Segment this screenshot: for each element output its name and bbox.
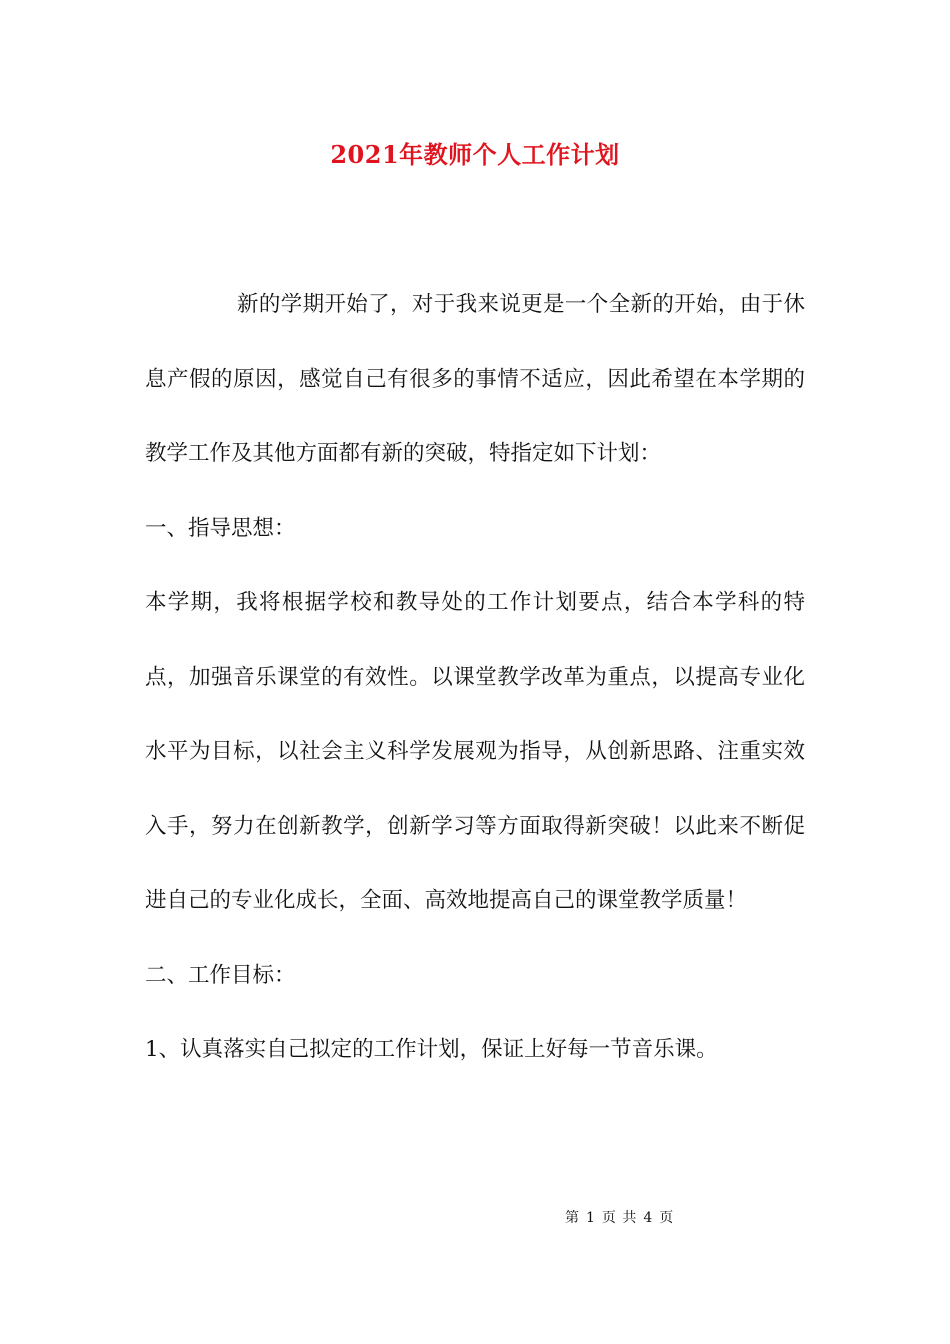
footer-label-page: 第: [565, 1210, 580, 1226]
section-heading-work-goals: 二、工作目标：: [145, 962, 296, 988]
work-goal-item-1: 1、认真落实自己拟定的工作计划，保证上好每一节音乐课。: [145, 1037, 718, 1062]
footer-current-page: 1: [586, 1210, 596, 1226]
footer-label-of: 页 共: [601, 1210, 638, 1226]
footer-label-end: 页: [659, 1210, 675, 1226]
document-body: [145, 268, 805, 1088]
guiding-thought-paragraph: 本学期，我将根据学校和教导处的工作计划要点，结合本学科的特点，加强音乐课堂的有效性。以课堂教学改革为重点，以提高专业化水平为目标，以社会主义科学发展观为指导，从创新思路、注重实效入手，努力在创新教学，创新学习等方面取得新突破！以此来不断促进自己的专业化成长，全面、高效地提高自己的课堂教学质量！: [145, 590, 805, 913]
page-footer: [565, 1208, 680, 1228]
document-title: 2021年教师个人工作计划: [330, 140, 620, 169]
footer-total-pages: 4: [643, 1210, 654, 1226]
intro-paragraph: 新的学期开始了，对于我来说更是一个全新的开始，由于休息产假的原因，感觉自己有很多的事情不适应，因此希望在本学期的教学工作及其他方面都有新的突破，特指定如下计划：: [145, 292, 805, 466]
section-heading-guiding-thought: 一、指导思想：: [145, 515, 296, 541]
